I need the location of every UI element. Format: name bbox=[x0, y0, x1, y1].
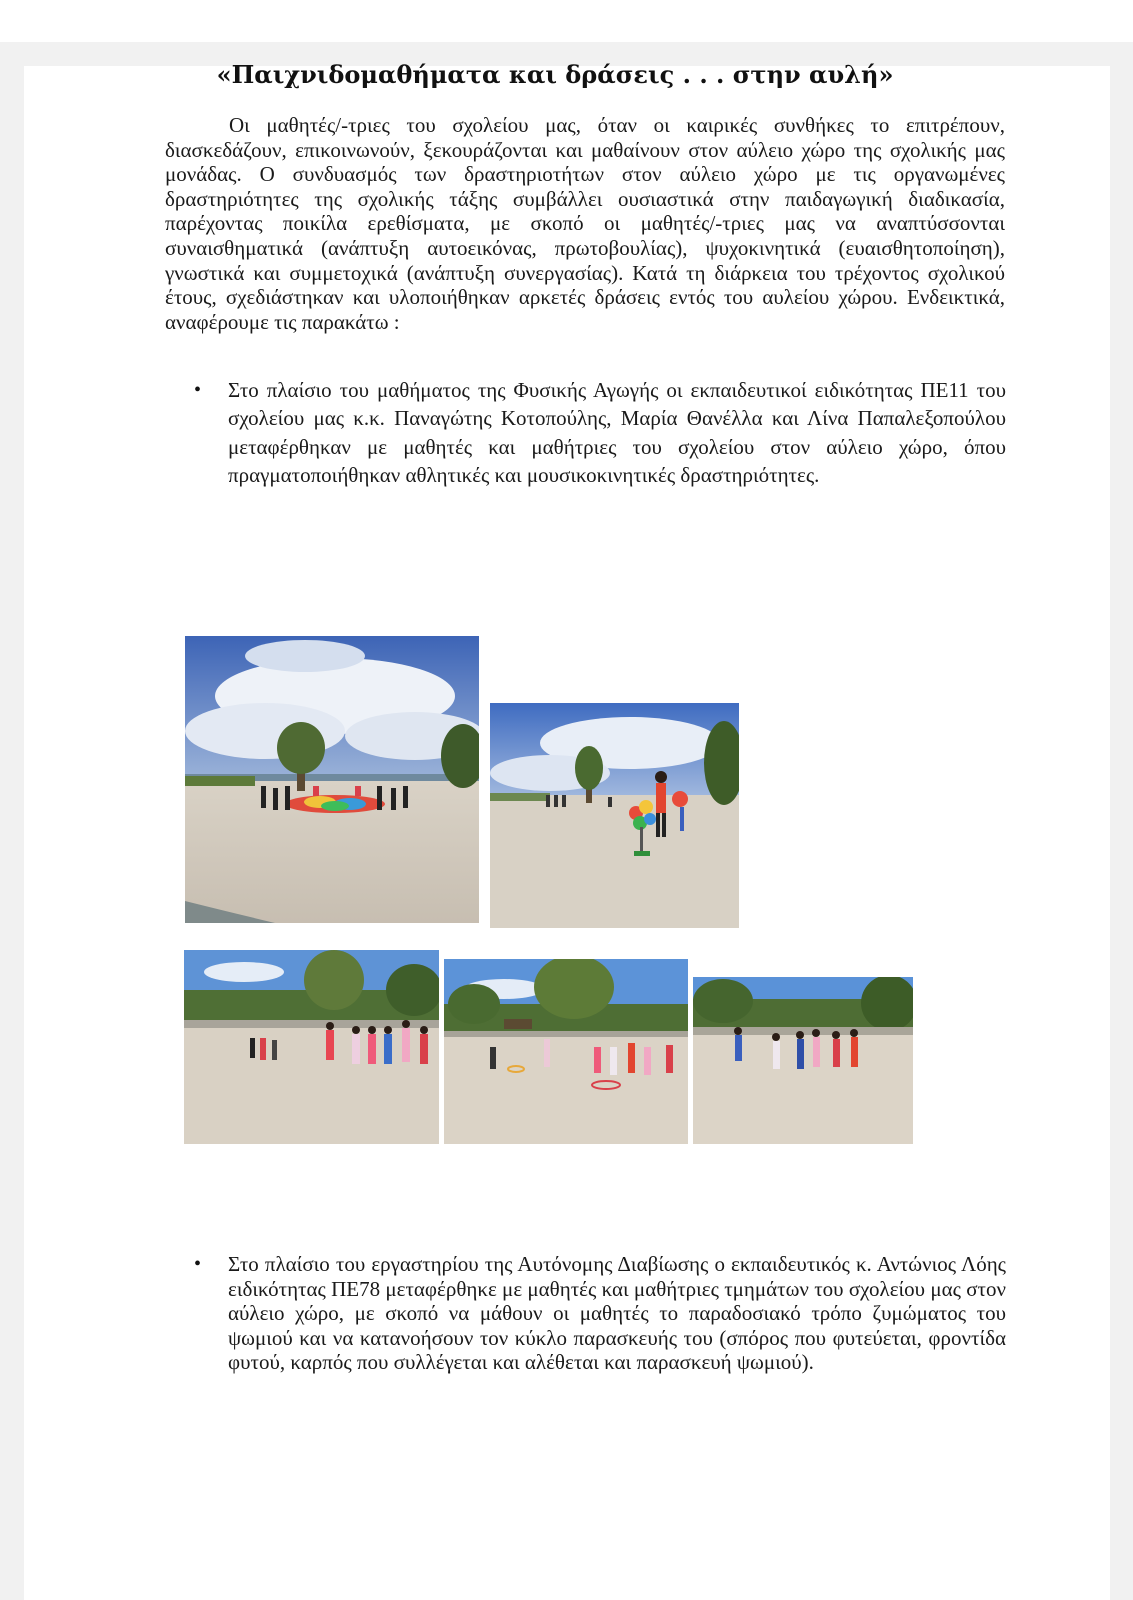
page-title: «Παιχνιδομαθήματα και δράσεις . . . στην αυλή» bbox=[216, 60, 894, 89]
bullet-icon: • bbox=[194, 1253, 202, 1275]
list-item-text: Στο πλαίσιο του εργαστηρίου της Αυτόνομης Διαβίωσης ο εκπαιδευτικός κ. Αντώνιος Λόης ειδικότητας ΠΕ78 μεταφέρθηκε με μαθητές και μαθήτριες τμημάτων του σχολείου μας στον αύλειο χώρο, με σκοπό να μάθουν οι μαθητές το παραδοσιακό τρόπο ζυμώματος του ψωμιού και να κατανοήσουν τον κύκλο παρασκευής του (σπόρος που φυτεύεται, φροντίδα φυτού, καρπός που συλλέγεται και αλέθεται και παρασκευή ψωμιού). bbox=[228, 1252, 1006, 1375]
photo-outdoor-games-3 bbox=[693, 977, 913, 1144]
list-item-text: Στο πλαίσιο του μαθήματος της Φυσικής Αγωγής οι εκπαιδευτικοί ειδικότητας ΠΕ11 του σχολείου μας κ.κ. Παναγώτης Κοτοπούλης, Μαρία Θανέλλα και Λίνα Παπαλεξοπούλου μεταφέρθηκαν με μαθητές και μαθήτριες του σχολείου στον αύλειο χώρο, όπου πραγματοποιήθηκαν αθλητικές και μουσικοκινητικές δραστηριότητες. bbox=[228, 378, 1006, 488]
photo-outdoor-games-2 bbox=[444, 959, 688, 1144]
photo-outdoor-games-1 bbox=[184, 950, 439, 1144]
viewer-top-band bbox=[0, 0, 1133, 42]
list-item bbox=[194, 1252, 1006, 1375]
photo-balloons-activity bbox=[490, 703, 739, 928]
list-item bbox=[194, 376, 1006, 490]
bullet-icon: • bbox=[194, 379, 202, 401]
intro-paragraph: Οι μαθητές/-τριες του σχολείου μας, όταν οι καιρικές συνθήκες το επιτρέπουν, διασκεδάζουν, επικοινωνούν, ξεκουράζονται και μαθαίνουν στον αύλειο χώρο της σχολικής μας μονάδας. Ο συνδυασμός των δραστηριοτήτων στον αύλειο χώρο με τις οργανωμένες δραστηριότητες της σχολικής τάξης συμβάλλει ουσιαστικά στην παιδαγωγική διαδικασία, παρέχοντας ποικίλα ερεθίσματα, με σκοπό οι μαθητές/-τριες μας να αναπτύσσονται συναισθηματικά (ανάπτυξη αυτοεικόνας, πρωτοβουλίας), ψυχοκινητικά (ευαισθητοποίηση), γνωστικά και συμμετοχικά (ανάπτυξη συνεργασίας). Κατά τη διάρκεια του τρέχοντος σχολικού έτους, σχεδιάστηκαν και υλοποιήθηκαν αρκετές δράσεις εντός του αυλείου χώρου. Ενδεικτικά, αναφέρουμε τις παρακάτω : bbox=[165, 113, 1005, 334]
photo-parachute-game bbox=[185, 636, 479, 923]
